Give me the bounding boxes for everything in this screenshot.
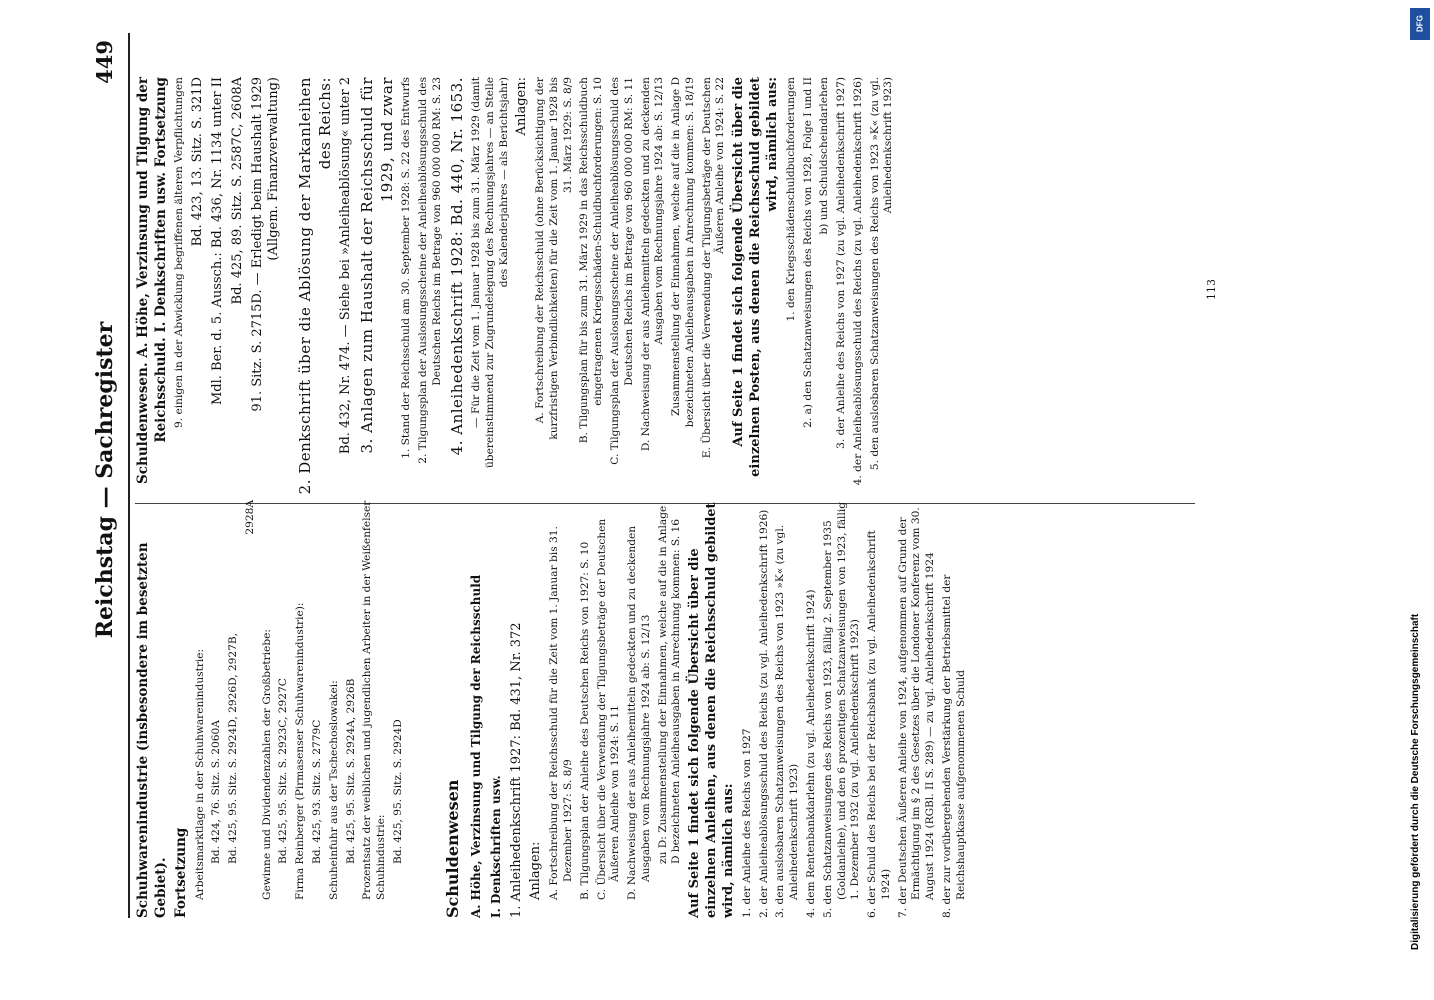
reference: Bd. 425, 95. Sitz. S. 2924D bbox=[391, 719, 404, 864]
page-number: 449 bbox=[92, 40, 117, 84]
list-item: 9. einigen in der Abwicklung begriffenen älteren Verpflichtungen bbox=[173, 77, 186, 428]
summary-paragraph: Auf Seite 1 findet sich folgende Übersicht über die einzelnen Anleihen, aus denen die Reichsschuld gebildet wird, nämlich aus: bbox=[687, 502, 737, 918]
list-item: 8. der zur vorübergehenden Verstärkung der Betriebsmittel der Reichshauptkasse aufgenommenen Schuld bbox=[940, 574, 967, 918]
summary-paragraph: Auf Seite 1 findet sich folgende Übersicht über die einzelnen Posten, aus denen die Reichsschuld gebildet wird, nämlich aus: bbox=[731, 77, 780, 477]
list-item: zu D: Zusammenstellung der Einnahmen, welche auf die in Anlage D bezeichneten Anleiheausgaben in Anrechnung kommen: S. 16 bbox=[656, 505, 683, 864]
list-item: b) und Schuldscheindarlehen bbox=[818, 77, 831, 235]
list-item: 1. der Anleihe des Reichs von 1927 bbox=[740, 728, 753, 918]
reference: Bd. 424, 76. Sitz. S. 2060A bbox=[210, 720, 223, 864]
list-item: 5. den Schatzanweisungen des Reichs von 1923, fällig 2. September 1935 (Goldanleihe), und den 6 prozentigen Schatzanweisungen von 1923, fällig 1. Dezember 1932 (zu vgl. Anleihedenkschrift 1923) bbox=[821, 501, 862, 918]
page-header bbox=[92, 40, 132, 920]
list-item: 3. den auslosbaren Schatzanweisungen des Reichs von 1923 »K« (zu vgl. Anleihedenkschrift 1923) bbox=[774, 524, 801, 918]
reference: Bd. 425, 95. Sitz. S. 2924D, 2926D, 2927B, bbox=[227, 632, 240, 864]
list-item: 4. der Anleiheablösungsschuld des Reichs (zu vgl. Anleihedenkschrift 1926) bbox=[851, 77, 864, 486]
list-item: 2. der Anleiheablösungsschuld des Reichs (zu vgl. Anleihedenkschrift 1926) bbox=[757, 509, 770, 918]
list-item: 3. der Anleihe des Reichs von 1927 (zu vgl. Anleihedenkschrift 1927) bbox=[835, 77, 848, 449]
list-item: B. Tilgungsplan der Anleihe des Deutschen Reichs von 1927: S. 10 bbox=[578, 541, 591, 900]
list-item: 4. dem Rentenbankdarlehn (zu vgl. Anleihedenkschrift 1924) bbox=[804, 589, 817, 918]
index-line: Arbeitsmarktlage in der Schuhwarenindustrie: bbox=[193, 648, 206, 900]
reference: Bd. 432, Nr. 474. — Siehe bei »Anleiheablösung« unter 2 bbox=[338, 77, 354, 455]
list-label: Anlagen: bbox=[528, 841, 544, 900]
running-title: Reichstag — Sachregister bbox=[92, 321, 118, 639]
subsection-heading: I. Denkschriften usw. bbox=[488, 775, 503, 918]
list-item: C. Übersicht über die Verwendung der Tilgungsbeträge der Deutschen Äußeren Anleihe von 1924: S. 11 bbox=[595, 518, 622, 900]
digitization-credit: Digitalisierung gefördert durch die Deutsche Forschungsgemeinschaft bbox=[1410, 613, 1421, 950]
list-item: B. Tilgungsplan für bis zum 31. März 1929 in das Reichsschuldbuch eingetragenen Kriegsschäden-Schuldbuchforderungen: S. 10 bbox=[578, 77, 605, 444]
left-column bbox=[135, 500, 971, 918]
list-item: C. Tilgungsplan der Auslosungsscheine der Anleiheablösungsschuld des Deutschen Reichs im Betrage von 960 000 000 RM: S. 11 bbox=[609, 77, 635, 465]
reference: Mdl. Ber. d. 5. Aussch.: Bd. 436, Nr. 1134 unter II bbox=[209, 77, 225, 406]
reference: Bd. 425, 93. Sitz. S. 2779C bbox=[311, 719, 323, 864]
header-rule bbox=[128, 33, 130, 918]
list-item: D. Nachweisung der aus Anleihemitteln gedeckten und zu deckenden Ausgaben vom Rechnungsjahre 1924 ab: S. 12/13 bbox=[626, 525, 652, 900]
list-item: 1. Stand der Reichsschuld am 30. September 1928: S. 22 des Entwurfs bbox=[400, 77, 413, 459]
list-item: A. Fortschreibung der Reichsschuld (ohne Berücksichtigung der kurzfristigen Verbindlichkeiten) für die Zeit vom 1. Januar 1928 bis 31. März 1929: S. 8/9 bbox=[534, 77, 574, 440]
list-item: 2. Denkschrift über die Ablösung der Markanleihen des Reichs: bbox=[296, 77, 334, 495]
list-item: 2. Tilgungsplan der Auslosungsscheine der Anleiheablösungsschuld des Deutschen Reichs im Betrage von 960 000 000 RM: S. 23 bbox=[416, 77, 443, 464]
right-column bbox=[135, 77, 899, 495]
index-line: Prozentsatz der weiblichen und jugendlichen Arbeiter in der Weißenfelser Schuhindustrie: bbox=[361, 500, 388, 900]
digitization-sidebar bbox=[1404, 0, 1434, 1000]
list-item: 3. Anlagen zum Haushalt der Reichsschuld für 1929, und zwar bbox=[358, 77, 396, 454]
list-item: 2. a) den Schatzanweisungen des Reichs von 1928, Folge I und II bbox=[801, 77, 814, 428]
reference: Bd. 425, 89. Sitz. S. 2587C, 2608A bbox=[229, 77, 245, 305]
note-paragraph: — Für die Zeit vom 1. Januar 1928 bis zum 31. März 1929 (damit übereinstimmend zur Zugrundelegung des Rechnungsjahres — an Stelle des Kalenderjahres — als Berichtsjahr) bbox=[470, 77, 510, 469]
reference: 91. Sitz. S. 2715D. — Erledigt beim Haushalt 1929 (Allgem. Finanzverwaltung) bbox=[249, 77, 282, 412]
list-item: E. Übersicht über die Verwendung der Tilgungsbeträge der Deutschen Äußeren Anleihe von 1924: S. 22 bbox=[700, 77, 727, 459]
index-line: Firma Reinberger (Pirmasenser Schuhwarenindustrie): bbox=[294, 602, 307, 900]
entry-heading: Schuhwarenindustrie (insbesondere im besetzten Gebiet). bbox=[135, 542, 169, 918]
reference: Bd. 425, 95. Sitz. S. 2923C, 2927C bbox=[277, 678, 290, 864]
subsection-heading: A. Höhe, Verzinsung und Tilgung der Reichsschuld bbox=[469, 574, 484, 918]
section-heading: Schuldenwesen bbox=[442, 779, 462, 918]
list-label: Anlagen: bbox=[514, 77, 530, 136]
entry-continuation: Fortsetzung bbox=[173, 827, 190, 918]
list-item: D. Nachweisung der aus Anleihemitteln gedeckten und zu deckenden Ausgaben vom Rechnungsjahre 1924 ab: S. 12/13 bbox=[639, 77, 666, 452]
list-item: 1. Anleihedenkschrift 1927: Bd. 431, Nr. 372 bbox=[508, 622, 524, 918]
list-item: A. Fortschreibung der Reichsschuld für die Zeit vom 1. Januar bis 31. Dezember 1927: S. 8/9 bbox=[548, 526, 575, 900]
list-item: 6. der Schuld des Reichs bei der Reichsbank (zu vgl. Anleihedenkschrift 1924) bbox=[866, 530, 892, 918]
footer-number: 113 bbox=[1205, 279, 1218, 300]
dfg-logo: DFG bbox=[1410, 8, 1430, 40]
index-line: Schuheinfuhr aus der Tschechoslowakei: bbox=[327, 680, 340, 900]
entry-heading: Schuldenwesen. A. Höhe, Verzinsung und Tilgung der Reichsschuld. I. Denkschriften usw. Fortsetzung bbox=[135, 77, 169, 484]
list-item: 4. Anleihedenkschrift 1928: Bd. 440, Nr. 1653. bbox=[447, 77, 466, 456]
list-item: 5. den auslosbaren Schatzanweisungen des Reichs von 1923 »K« (zu vgl. Anleihedenkschrift 1923) bbox=[868, 77, 895, 471]
reference: Bd. 423, 13. Sitz. S. 321D bbox=[189, 77, 205, 247]
list-item: 7. der Deutschen Äußeren Anleihe von 1924, aufgenommen auf Grund der Ermächtigung im § 2 des Gesetzes über die Londoner Konferenz vom 30. August 1924 (RGBl. II S. 289) — zu vgl. Anleihedenkschrift 1924 bbox=[896, 507, 937, 918]
list-item: Zusammenstellung der Einnahmen, welche auf die in Anlage D bezeichneten Anleiheausgaben in Anrechnung kommen: S. 18/19 bbox=[670, 77, 696, 428]
list-item: 1. den Kriegsschädenschuldbuchforderungen bbox=[784, 77, 797, 322]
reference: 2928A bbox=[243, 500, 256, 535]
reference: Bd. 425, 95. Sitz. S. 2924A, 2926B bbox=[344, 678, 357, 864]
index-line: Gewinne und Dividendenzahlen der Großbetriebe: bbox=[260, 629, 273, 900]
